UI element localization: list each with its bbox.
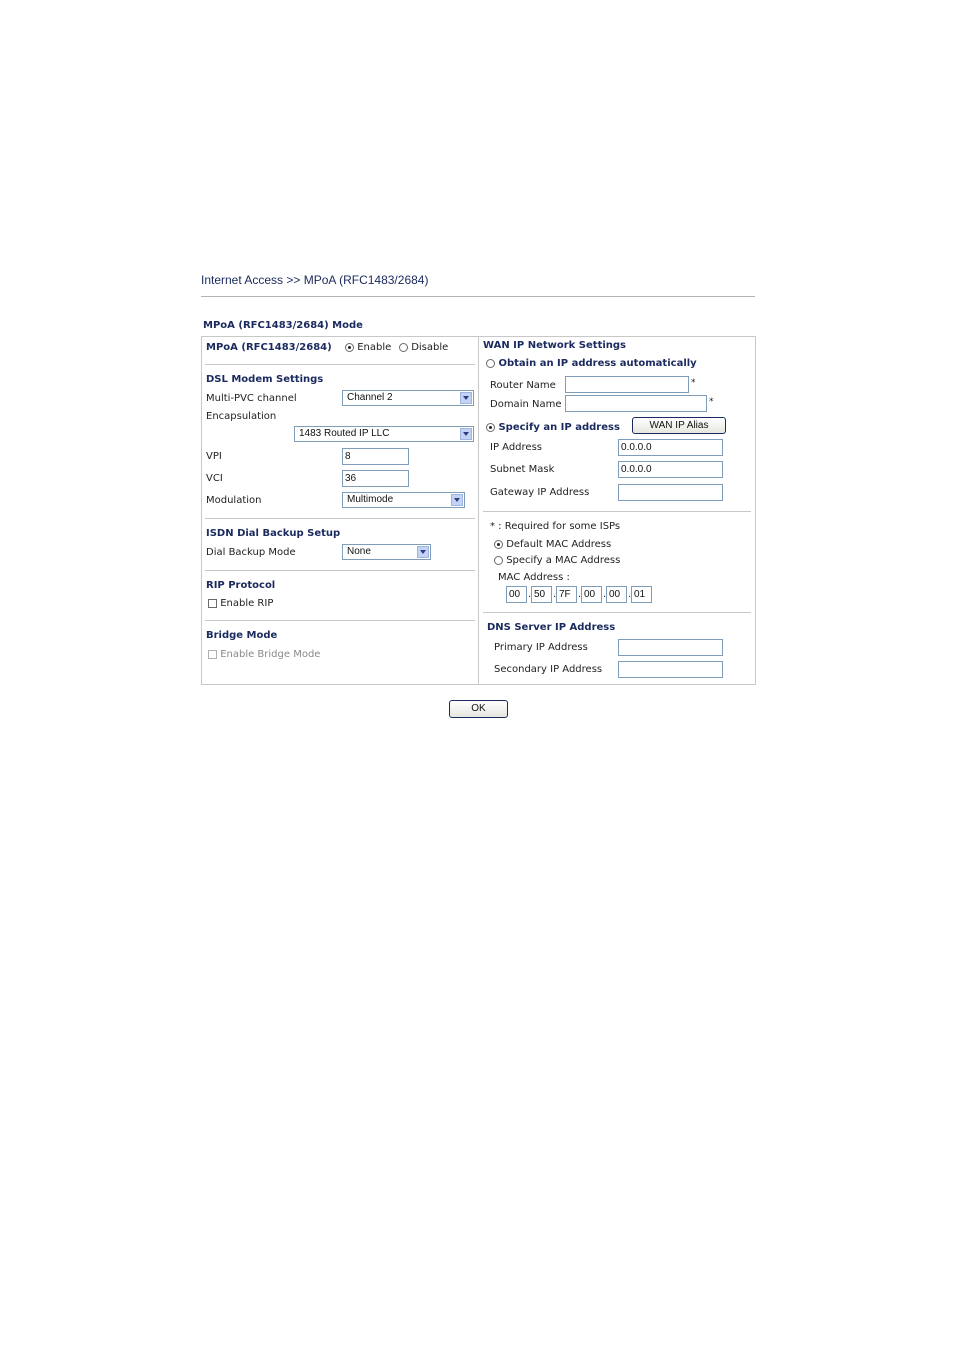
- primary-dns-label: Primary IP Address: [494, 642, 588, 653]
- default-mac-radio[interactable]: [494, 540, 503, 549]
- mpoa-enable-option[interactable]: [345, 342, 391, 353]
- mac-octet-input[interactable]: 00: [581, 586, 602, 603]
- divider: [483, 612, 751, 613]
- mac-separator: .: [578, 589, 582, 600]
- ok-button[interactable]: OK: [449, 700, 508, 718]
- specify-mac-radio[interactable]: [494, 556, 503, 565]
- required-mark: *: [709, 397, 714, 407]
- isdn-header: ISDN Dial Backup Setup: [206, 528, 341, 539]
- dial-backup-label: Dial Backup Mode: [206, 547, 296, 558]
- mac-address-label: MAC Address :: [498, 572, 570, 583]
- mac-separator: .: [603, 589, 607, 600]
- enable-bridge-label: Enable Bridge Mode: [220, 649, 321, 660]
- mpoa-enable-radio[interactable]: [345, 343, 354, 352]
- dial-backup-select[interactable]: [342, 544, 431, 560]
- divider: [483, 511, 751, 512]
- section-caption: MPoA (RFC1483/2684) Mode: [203, 320, 363, 331]
- divider: [205, 570, 475, 571]
- chevron-down-icon[interactable]: [460, 428, 472, 440]
- mac-separator: .: [628, 589, 632, 600]
- modulation-select[interactable]: [342, 492, 465, 508]
- chevron-down-icon[interactable]: [417, 546, 429, 558]
- default-mac-label: Default MAC Address: [506, 539, 612, 550]
- specify-mac-label: Specify a MAC Address: [506, 555, 621, 566]
- dns-header: DNS Server IP Address: [487, 622, 616, 633]
- enable-rip-checkbox[interactable]: [208, 599, 217, 608]
- secondary-dns-input[interactable]: [618, 661, 723, 678]
- specify-ip-radio[interactable]: [486, 423, 495, 432]
- rip-header: RIP Protocol: [206, 580, 276, 591]
- wan-ip-alias-button[interactable]: WAN IP Alias: [632, 417, 726, 434]
- title-divider: [201, 296, 755, 297]
- mac-octet-input[interactable]: 01: [631, 586, 652, 603]
- mpoa-disable-radio[interactable]: [399, 343, 408, 352]
- mac-octet-input[interactable]: 00: [606, 586, 627, 603]
- subnet-mask-label: Subnet Mask: [490, 464, 555, 475]
- required-mark: *: [691, 378, 696, 388]
- domain-name-label: Domain Name: [490, 399, 562, 410]
- modulation-value: Multimode: [347, 494, 394, 505]
- mpoa-label: MPoA (RFC1483/2684): [206, 342, 332, 353]
- mac-separator: .: [528, 589, 532, 600]
- chevron-down-icon[interactable]: [451, 494, 463, 506]
- mac-octet-input[interactable]: 50: [531, 586, 552, 603]
- required-note: * : Required for some ISPs: [490, 521, 621, 532]
- page-title: Internet Access >> MPoA (RFC1483/2684): [201, 273, 429, 287]
- specify-ip-label: Specify an IP address: [498, 422, 620, 433]
- obtain-ip-label: Obtain an IP address automatically: [498, 358, 697, 369]
- enable-bridge-option[interactable]: [208, 649, 320, 660]
- bridge-header: Bridge Mode: [206, 630, 278, 641]
- modulation-label: Modulation: [206, 495, 262, 506]
- enable-rip-option[interactable]: [208, 598, 273, 609]
- vci-label: VCI: [206, 473, 223, 484]
- obtain-ip-option[interactable]: [486, 358, 697, 369]
- router-name-label: Router Name: [490, 380, 556, 391]
- multi-pvc-value: Channel 2: [347, 392, 393, 403]
- domain-name-input[interactable]: [565, 395, 707, 412]
- router-name-input[interactable]: [565, 376, 689, 393]
- ip-address-input[interactable]: 0.0.0.0: [618, 439, 723, 456]
- multi-pvc-select[interactable]: [342, 390, 474, 406]
- specify-ip-option[interactable]: [486, 422, 620, 433]
- mac-separator: .: [553, 589, 557, 600]
- secondary-dns-label: Secondary IP Address: [494, 664, 603, 675]
- encapsulation-label: Encapsulation: [206, 411, 277, 422]
- enable-bridge-checkbox[interactable]: [208, 650, 217, 659]
- enable-rip-label: Enable RIP: [220, 598, 274, 609]
- subnet-mask-input[interactable]: 0.0.0.0: [618, 461, 723, 478]
- specify-mac-option[interactable]: [494, 555, 620, 566]
- dial-backup-value: None: [347, 546, 371, 557]
- mpoa-enable-label: Enable: [357, 342, 392, 353]
- ip-address-label: IP Address: [490, 442, 542, 453]
- multi-pvc-label: Multi-PVC channel: [206, 393, 297, 404]
- wan-header: WAN IP Network Settings: [483, 340, 627, 351]
- vci-input[interactable]: 36: [342, 470, 409, 487]
- encapsulation-select[interactable]: [294, 426, 474, 442]
- column-divider: [478, 337, 479, 684]
- vpi-input[interactable]: 8: [342, 448, 409, 465]
- divider: [205, 518, 475, 519]
- chevron-down-icon[interactable]: [460, 392, 472, 404]
- obtain-ip-radio[interactable]: [486, 359, 495, 368]
- mac-octet-input[interactable]: 00: [506, 586, 527, 603]
- mpoa-disable-label: Disable: [411, 342, 449, 353]
- divider: [205, 364, 475, 365]
- divider: [205, 620, 475, 621]
- primary-dns-input[interactable]: [618, 639, 723, 656]
- default-mac-option[interactable]: [494, 539, 611, 550]
- gateway-input[interactable]: [618, 484, 723, 501]
- mpoa-disable-option[interactable]: [399, 342, 448, 353]
- dsl-header: DSL Modem Settings: [206, 374, 324, 385]
- encapsulation-value: 1483 Routed IP LLC: [299, 428, 390, 439]
- vpi-label: VPI: [206, 451, 222, 462]
- gateway-label: Gateway IP Address: [490, 487, 590, 498]
- mac-octet-input[interactable]: 7F: [556, 586, 577, 603]
